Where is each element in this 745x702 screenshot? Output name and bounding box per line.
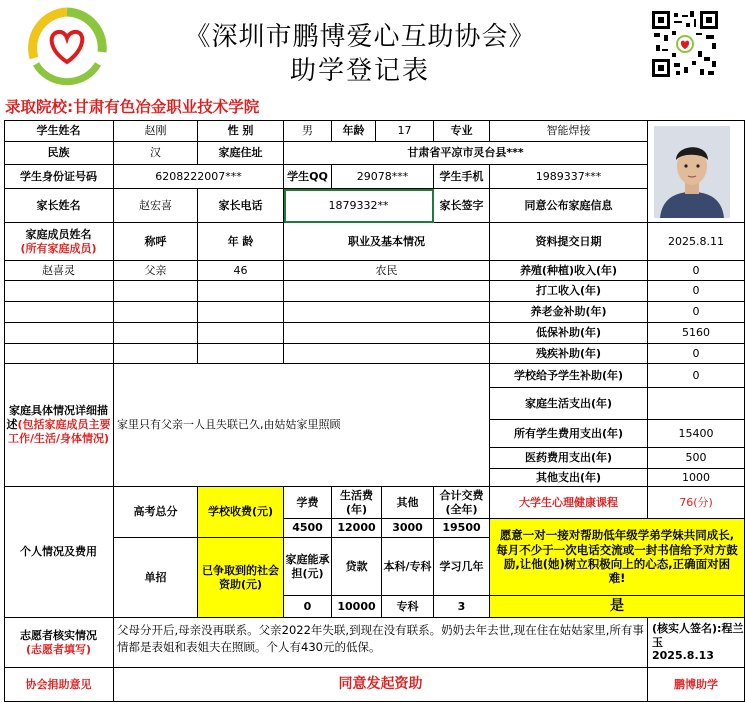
- tuition-value[interactable]: 4500: [284, 519, 332, 538]
- member-relation-empty[interactable]: [114, 302, 198, 323]
- member-occupation-empty[interactable]: [284, 281, 490, 302]
- label-occupation: 职业及基本情况: [284, 223, 490, 261]
- student-portrait-icon: [654, 126, 730, 218]
- verify-date: 2025.8.13: [652, 649, 714, 663]
- member-age[interactable]: 46: [198, 261, 284, 281]
- student-gender[interactable]: 男: [284, 120, 332, 142]
- member-relation-empty[interactable]: [114, 344, 198, 364]
- psych-score[interactable]: 76(分): [648, 487, 745, 519]
- income-label: 养殖(种植)收入(年): [490, 261, 648, 281]
- student-age[interactable]: 17: [376, 120, 434, 142]
- student-photo: [654, 126, 730, 218]
- parent-phone[interactable]: 1879332**: [284, 189, 434, 223]
- student-id-number[interactable]: 6208222007***: [114, 165, 284, 189]
- pledge-answer[interactable]: 是: [490, 596, 745, 618]
- admitted-school: 录取院校:甘肃有色冶金职业技术学院: [5, 98, 260, 116]
- label-volunteer: [4, 618, 114, 668]
- income-value[interactable]: 1000: [648, 469, 745, 487]
- student-ethnic[interactable]: 汉: [114, 142, 198, 165]
- total-fee-value[interactable]: 19500: [434, 519, 490, 538]
- donation-opinion[interactable]: 同意发起资助: [114, 668, 648, 702]
- label-school-fee: 学校收费(元): [198, 487, 284, 538]
- family-bear-value[interactable]: 0: [284, 596, 332, 618]
- brand-stamp: 鹏博助学: [674, 677, 718, 691]
- label-psych-course: 大学生心理健康课程: [490, 487, 648, 519]
- income-label: 残疾补助(年): [490, 344, 648, 364]
- label-relation: 称呼: [114, 223, 198, 261]
- member-relation-empty[interactable]: [114, 323, 198, 344]
- label-student-name: 学生姓名: [4, 120, 114, 142]
- income-value[interactable]: 0: [648, 261, 745, 281]
- family-detail-text[interactable]: 家里只有父亲一人且失联已久,由姑姑家里照顾: [114, 364, 490, 487]
- member-age-empty[interactable]: [198, 323, 284, 344]
- label-degree: 本科/专科: [382, 538, 434, 596]
- member-relation[interactable]: 父亲: [114, 261, 198, 281]
- income-label: 医药费用支出(年): [490, 448, 648, 469]
- loan-value[interactable]: 10000: [332, 596, 382, 618]
- income-label: 其他支出(年): [490, 469, 648, 487]
- degree-value[interactable]: 专科: [382, 596, 434, 618]
- label-living-fee: 生活费(年): [332, 487, 382, 519]
- student-phone[interactable]: 1989337***: [490, 165, 648, 189]
- student-qq[interactable]: 29078***: [332, 165, 434, 189]
- member-name[interactable]: 赵喜灵: [4, 261, 114, 281]
- verifier-signature: (核实人签名):程兰玉: [652, 621, 744, 649]
- form-subtitle: 助学登记表: [289, 56, 430, 86]
- label-gender: 性 别: [198, 120, 284, 142]
- income-value[interactable]: 0: [648, 281, 745, 302]
- member-occupation[interactable]: 农民: [284, 261, 490, 281]
- label-address: 家庭住址: [198, 142, 284, 165]
- income-label: 养老金补助(年): [490, 302, 648, 323]
- parent-name[interactable]: 赵宏喜: [114, 189, 198, 223]
- label-single-enroll: 单招: [114, 538, 198, 618]
- income-value[interactable]: 500: [648, 448, 745, 469]
- label-parent-name: 家长姓名: [4, 189, 114, 223]
- study-years-value[interactable]: 3: [434, 596, 490, 618]
- heart-logo-icon: [24, 6, 110, 86]
- other-fee-value[interactable]: 3000: [382, 519, 434, 538]
- member-name-empty[interactable]: [4, 344, 114, 364]
- member-name-empty[interactable]: [4, 302, 114, 323]
- member-name-empty[interactable]: [4, 281, 114, 302]
- label-student-phone: 学生手机: [434, 165, 490, 189]
- income-value[interactable]: [648, 388, 745, 420]
- member-name-empty[interactable]: [4, 323, 114, 344]
- income-value[interactable]: 0: [648, 364, 745, 388]
- form-header: [0, 0, 745, 92]
- student-address[interactable]: 甘肃省平凉市灵台县***: [284, 142, 648, 165]
- label-other-fee: 其他: [382, 487, 434, 519]
- label-ethnic: 民族: [4, 142, 114, 165]
- family-members-label: 家庭成员姓名: [25, 227, 92, 241]
- income-label: 家庭生活支出(年): [490, 388, 648, 420]
- pledge-text: 愿意一对一接对帮助低年级学弟学妹共同成长,每月不少于一次电话交流或一封书信给予对方鼓励,让他(她)树立积极向上的心态,正确面对困难!: [490, 519, 745, 596]
- label-member-age: 年 龄: [198, 223, 284, 261]
- label-study-years: 学习几年: [434, 538, 490, 596]
- label-tuition: 学费: [284, 487, 332, 519]
- label-gaokao-score: 高考总分: [114, 487, 198, 538]
- label-parent-sign: 家长签字: [434, 189, 490, 223]
- income-value[interactable]: 15400: [648, 420, 745, 448]
- income-label: 低保补助(年): [490, 323, 648, 344]
- label-submit-date: 资料提交日期: [490, 223, 648, 261]
- volunteer-note: (志愿者填写): [25, 642, 92, 656]
- form-title: 《深圳市鹏博爱心互助协会》: [184, 22, 536, 52]
- student-major[interactable]: 智能焊接: [490, 120, 648, 142]
- label-social-aid: 已争取到的社会资助(元): [198, 538, 284, 618]
- member-age-empty[interactable]: [198, 281, 284, 302]
- member-age-empty[interactable]: [198, 302, 284, 323]
- family-detail-note: (包括家庭成员主要工作/生活/身体情况): [7, 418, 111, 445]
- family-detail-label: 家庭具体情况详细描述: [6, 404, 108, 432]
- label-personal-section: 个人情况及费用: [4, 487, 114, 618]
- label-family-bear: 家庭能承担(元): [284, 538, 332, 596]
- label-id-number: 学生身份证号码: [4, 165, 114, 189]
- label-loan: 贷款: [332, 538, 382, 596]
- label-publish-consent: 同意公布家庭信息: [490, 189, 648, 223]
- label-qq: 学生QQ: [284, 165, 332, 189]
- label-donation-opinion: 协会捐助意见: [4, 668, 114, 702]
- member-age-empty[interactable]: [198, 344, 284, 364]
- income-label: 打工收入(年): [490, 281, 648, 302]
- income-value[interactable]: 0: [648, 344, 745, 364]
- income-label: 学校给予学生补助(年): [490, 364, 648, 388]
- member-relation-empty[interactable]: [114, 281, 198, 302]
- submit-date[interactable]: 2025.8.11: [648, 223, 745, 261]
- family-members-note: (所有家庭成员): [20, 241, 97, 255]
- label-parent-phone: 家长电话: [198, 189, 284, 223]
- label-age: 年龄: [332, 120, 376, 142]
- student-name[interactable]: 赵刚: [114, 120, 198, 142]
- qr-code-icon: [652, 11, 718, 77]
- label-total-fee: 合计交费(全年): [434, 487, 490, 519]
- income-value[interactable]: 5160: [648, 323, 745, 344]
- registration-table: [4, 120, 745, 702]
- member-occupation-empty[interactable]: [284, 323, 490, 344]
- brand-cell: [648, 668, 745, 702]
- income-label: 所有学生费用支出(年): [490, 420, 648, 448]
- income-value[interactable]: 0: [648, 302, 745, 323]
- volunteer-text[interactable]: 父母分开后,母亲没再联系。父亲2022年失联,到现在没有联系。奶奶去年去世,现在住在姑姑家里,所有事情都是表姐和表姐夫在照顾。个人有430元的低保。: [114, 618, 648, 668]
- living-fee-value[interactable]: 12000: [332, 519, 382, 538]
- volunteer-label: 志愿者核实情况: [20, 628, 97, 642]
- verifier-cell: [648, 618, 745, 668]
- label-family-members: [4, 223, 114, 261]
- member-occupation-empty[interactable]: [284, 302, 490, 323]
- label-major: 专业: [434, 120, 490, 142]
- member-occupation-empty[interactable]: [284, 344, 490, 364]
- label-family-detail: [4, 364, 114, 487]
